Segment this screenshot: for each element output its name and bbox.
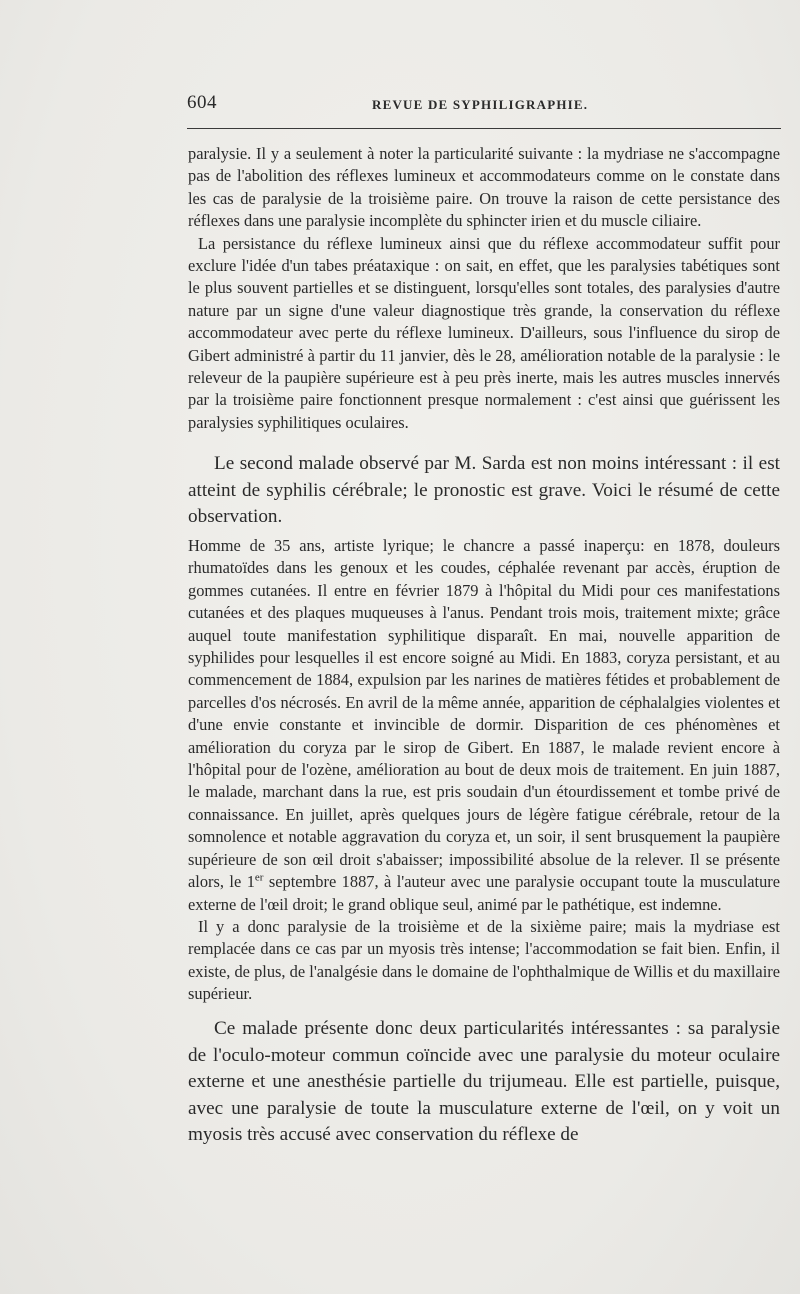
paragraph-2: La persistance du réflexe lumineux ainsi que du réflexe accommodateur suffit pour exclure l'idée d'un tabes préataxique : on sait, en effet, que les paralysies tabétiques sont le plus souvent partielles et se distinguent, lorsqu'elles sont totales, des paralysies d'autre nature par un signe d'une valeur diagnostique très grande, la conservation du réflexe accommodateur avec perte du réflexe lumineux. D'ailleurs, sous l'influence du sirop de Gibert administré à partir du 11 janvier, dès le 28, amélioration notable de la paralysie : le releveur de la paupière supérieure est à peu près inerte, mais les autres muscles innervés par la troisième paire fonctionnent presque normalement : c'est ainsi que guérissent les paralysies syphilitiques oculaires.	[188, 233, 780, 432]
text-block-1	[188, 143, 780, 434]
header-rule	[187, 128, 781, 129]
paragraph-1: paralysie. Il y a seulement à noter la particularité suivante : la mydriase ne s'accompagne pas de l'abolition des réflexes lumineux et accommodateurs comme on le constate dans les cas de paralysie de la troisième paire. On trouve la raison de cette persistance des réflexes dans une paralysie incomplète du sphincter irien et du muscle ciliaire.	[188, 144, 780, 231]
running-head: REVUE DE SYPHILIGRAPHIE.	[372, 97, 589, 112]
ordinal-superscript: er	[254, 871, 264, 884]
paragraph-6: Ce malade présente donc deux particularités intéressantes : sa paralysie de l'oculo-moteur commun coïncide avec une paralysie du moteur oculaire externe et une anesthésie partielle du trijumeau. Elle est partielle, puisque, avec une paralysie de toute la musculature externe de l'œil, on y voit un myosis très accusé avec conservation du réflexe de	[188, 1018, 780, 1146]
page-header	[187, 92, 780, 122]
observation-block	[188, 535, 780, 1006]
paragraph-4-tail: septembre 1887, à l'auteur avec une paralysie occupant toute la musculature externe de l'œil droit; le grand oblique seul, animé par le pathétique, est indemne.	[188, 872, 781, 914]
text-block-4	[188, 1016, 780, 1149]
paragraph-4	[188, 535, 780, 916]
date-day: 1	[246, 872, 255, 892]
paragraph-3: Le second malade observé par M. Sarda est non moins intéressant : il est atteint de syphilis cérébrale; le pronostic est grave. Voici le résumé de cette observation.	[188, 453, 780, 528]
paragraph-4-text: Homme de 35 ans, artiste lyrique; le chancre a passé inaperçu: en 1878, douleurs rhumatoïdes dans les genoux et les coudes, céphalée revenant par accès, éruption de gommes cutanées. Il entre en février 1879 à l'hôpital du Midi pour ces manifestations cutanées et des plaques muqueuses à l'anus. Pendant trois mois, traitement mixte; grâce auquel toute manifestation syphilitique disparaît. En mai, nouvelle apparition de syphilides pour lesquelles il est encore soigné au Midi. En 1883, coryza persistant, et au commencement de 1884, expulsion par les narines de matières fétides et probablement de parcelles d'os nécrosés. En avril de la même année, apparition de céphalalgies violentes et d'une envie constante et invincible de dormir. Disparition de ces phénomènes et amélioration du coryza par le sirop de Gibert. En 1887, le malade revient encore à l'hôpital pour de l'ozène, amélioration au bout de deux mois de traitement. En juin 1887, le malade, marchant dans la rue, est pris soudain d'un étourdissement et tombe privé de connaissance. En juillet, après quelques jours de légère fatigue cérébrale, retour de la somnolence et notable aggravation du coryza et, un soir, il sent brusquement la paupière supérieure de son œil droit s'abaisser; impossibilité absolue de la relever. Il se présente alors, le	[188, 536, 780, 892]
page-number: 604	[187, 92, 217, 113]
text-block-2	[188, 451, 780, 531]
paragraph-5: Il y a donc paralysie de la troisième et de la sixième paire; mais la mydriase est remplacée dans ce cas par un myosis très intense; l'accommodation se fait bien. Enfin, il existe, de plus, de l'analgésie dans le domaine de l'ophthalmique de Willis et du maxillaire supérieur.	[188, 916, 780, 1004]
